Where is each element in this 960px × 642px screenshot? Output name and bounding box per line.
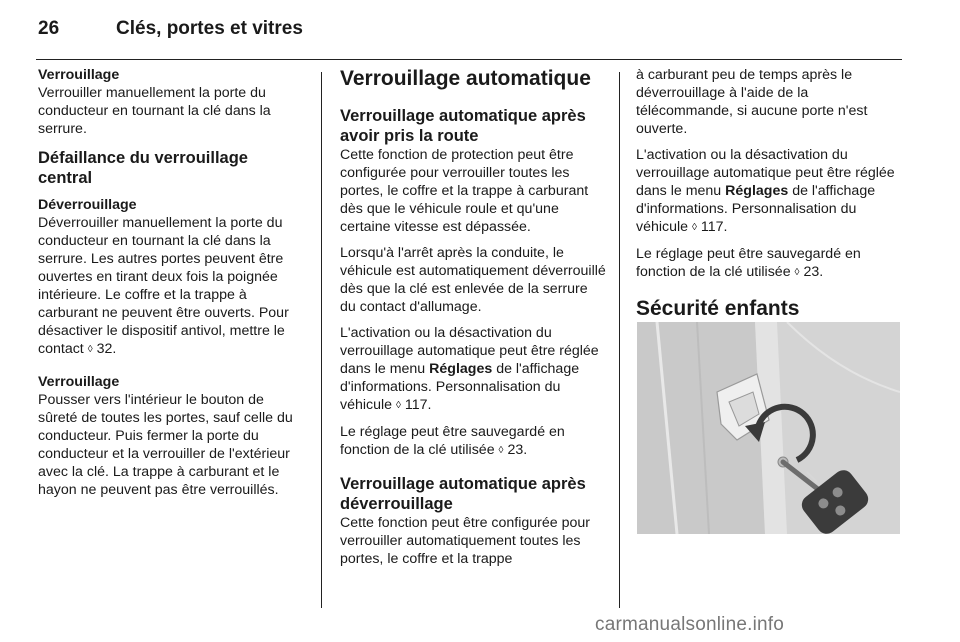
paragraph-unlocking — [38, 196, 304, 359]
watermark: carmanualsonline.info — [595, 614, 785, 635]
paragraph-locking-2 — [38, 373, 304, 499]
heading-child-safety: Sécurité enfants — [636, 297, 800, 320]
column-right — [636, 66, 902, 336]
column-left — [38, 66, 304, 507]
label-locking: Verrouillage — [38, 67, 120, 83]
paragraph-auto-4 — [340, 423, 606, 460]
page-number: 26 — [38, 18, 60, 39]
heading-after-unlock: Verrouillage automatique après déverrouillage — [340, 475, 586, 513]
reference-icon: ◊ — [692, 222, 697, 233]
chapter-title: Clés, portes et vitres — [116, 18, 303, 39]
text-right-2a: L'activation ou la désactivation du verrouillage automatique peut être réglée dans le menu — [636, 147, 895, 199]
menu-name: Réglages — [725, 183, 789, 199]
text-auto-4: Le réglage peut être sauvegardé en fonction de la clé utilisée — [340, 424, 565, 458]
door-key-drawing-icon — [637, 322, 900, 534]
paragraph-auto-3 — [340, 324, 606, 415]
child-safety-illustration — [637, 322, 900, 534]
reference-link[interactable]: 117. — [404, 397, 432, 413]
paragraph-auto-1: Cette fonction de protection peut être configurée pour verrouiller toutes les portes, le coffre et la trappe à carburant dès que le véhicule roule et qu'une certaine vitesse est dépassée. — [340, 147, 589, 235]
reference-link[interactable]: 117. — [700, 219, 728, 235]
text-auto-3b: de l'affichage d'informations. Personnalisation du véhicule — [340, 361, 580, 413]
paragraph-auto-2: Lorsqu'à l'arrêt après la conduite, le véhicule est automatiquement déverrouillé dès que la clé est enlevée de la serrure du contact d'allumage. — [340, 245, 606, 315]
text-right-2b: de l'affichage d'informations. Personnalisation du véhicule — [636, 183, 876, 235]
text-auto-3a: L'activation ou la désactivation du verrouillage automatique peut être réglée dans le menu — [340, 325, 599, 377]
paragraph-right-1: à carburant peu de temps après le déverrouillage à l'aide de la télécommande, si aucune porte n'est ouverte. — [636, 67, 868, 137]
reference-link[interactable]: 23. — [507, 442, 528, 458]
paragraph-right-2 — [636, 146, 902, 237]
reference-icon: ◊ — [396, 400, 401, 411]
label-locking-2: Verrouillage — [38, 374, 120, 390]
paragraph-auto-5: Cette fonction peut être configurée pour verrouiller automatiquement toutes les portes, le coffre et la trappe — [340, 515, 591, 567]
reference-icon: ◊ — [498, 445, 504, 456]
label-unlocking: Déverrouillage — [38, 197, 137, 213]
heading-after-drive: Verrouillage automatique après avoir pris la route — [340, 107, 586, 145]
column-divider — [321, 72, 322, 608]
text-unlocking: Déverrouiller manuellement la porte du conducteur en tournant la clé dans la serrure. Les autres portes peuvent être ouvertes en tirant deux fois la poignée intérieure. Le coffre et la trappe à carburant ne peuvent être ouverts. Pour désactiver le dispositif antivol, mettre le contact — [38, 215, 289, 357]
reference-link[interactable]: 23. — [803, 264, 824, 280]
column-middle — [340, 66, 606, 576]
column-divider — [619, 72, 620, 608]
menu-name: Réglages — [429, 361, 493, 377]
paragraph-locking — [38, 66, 304, 138]
heading-auto-locking: Verrouillage automatique — [340, 67, 591, 90]
reference-icon: ◊ — [87, 344, 93, 355]
text-right-3: Le réglage peut être sauvegardé en fonction de la clé utilisée — [636, 246, 861, 280]
heading-central-lock-failure: Défaillance du verrouillage central — [38, 149, 248, 187]
text-locking-2: Pousser vers l'intérieur le bouton de sûreté de toutes les portes, sauf celle du conducteur. Puis fermer la porte du conducteur et la verrouiller de l'extérieur avec la clé. La trappe à carburant et le hayon ne peuvent pas être verrouillés. — [38, 392, 293, 498]
text-locking: Verrouiller manuellement la porte du conducteur en tournant la clé dans la serrure. — [38, 85, 271, 137]
reference-link[interactable]: 32. — [96, 341, 117, 357]
reference-icon: ◊ — [794, 267, 800, 278]
page-header — [36, 18, 920, 58]
header-divider — [36, 59, 902, 60]
paragraph-right-3 — [636, 245, 902, 282]
